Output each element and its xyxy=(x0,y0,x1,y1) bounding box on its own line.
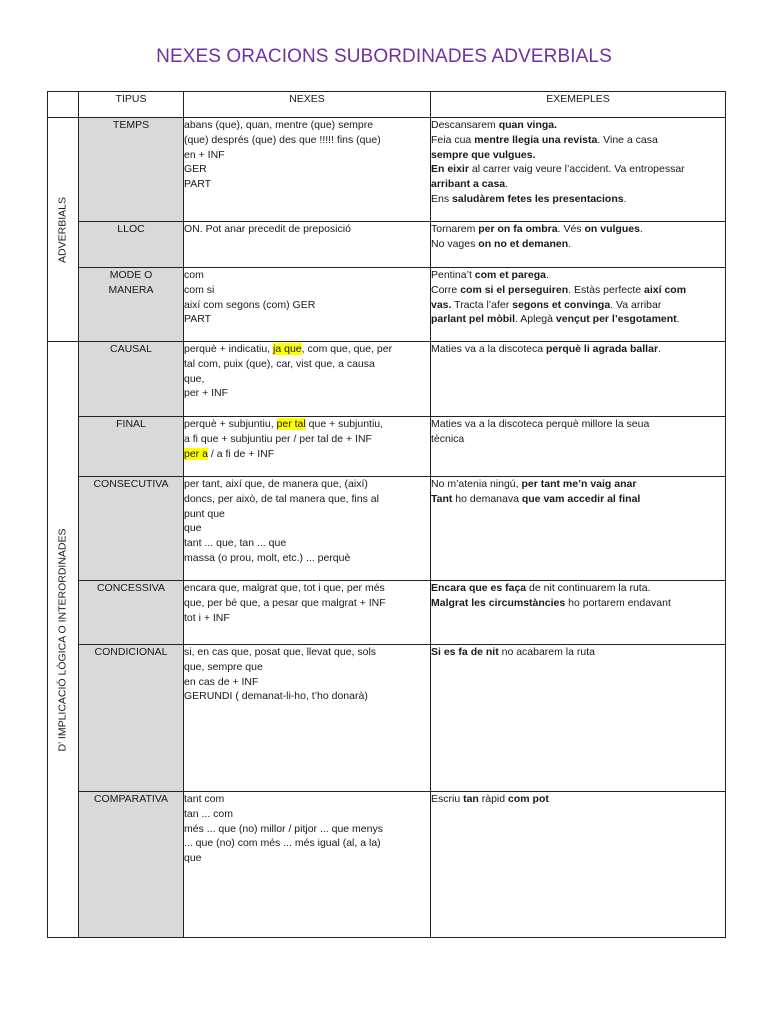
row-mode xyxy=(48,268,726,342)
nexes-temps: abans (que), quan, mentre (que) sempre (que) després (que) des que !!!!! fins (que) en + INF GER PART xyxy=(184,118,431,222)
row-condicional xyxy=(48,645,726,792)
exemples-mode: Pentina’t com et parega. Corre com si el perseguiren. Estàs perfecte així com vas. Tracta l’afer segons et convinga. Va arribar parlant pel mòbil. Aplegà vençut per l’esgotament. xyxy=(431,268,726,342)
header-row xyxy=(48,92,726,118)
tipus-final: FINAL xyxy=(79,417,184,477)
header-nexes: NEXES xyxy=(184,92,431,118)
row-concessiva xyxy=(48,581,726,645)
nexes-comparativa: tant com tan ... com més ... que (no) millor / pitjor ... que menys ... que (no) com més ... més igual (al, a la) que xyxy=(184,792,431,938)
adverbial-clauses-table xyxy=(47,91,726,938)
tipus-lloc: LLOC xyxy=(79,222,184,268)
header-exemples: EXEMEPLES xyxy=(431,92,726,118)
group-adverbials-label: ADVERBIALS xyxy=(56,196,69,263)
tipus-causal: CAUSAL xyxy=(79,342,184,417)
row-consecutiva xyxy=(48,477,726,581)
exemples-temps: Descansarem quan vinga. Feia cua mentre llegia una revista. Vine a casa sempre que vulgues. En eixir al carrer vaig veure l’accident. Va entropessar arribant a casa. Ens saludàrem fetes les presentacions. xyxy=(431,118,726,222)
group-adverbials xyxy=(48,118,79,342)
exemples-consecutiva: No m’atenia ningú, per tant me’n vaig anar Tant ho demanava que vam accedir al final xyxy=(431,477,726,581)
exemples-condicional: Si es fa de nit no acabarem la ruta xyxy=(431,645,726,792)
nexes-lloc: ON. Pot anar precedit de preposició xyxy=(184,222,431,268)
group-implicacio xyxy=(48,342,79,938)
row-temps xyxy=(48,118,726,222)
row-causal xyxy=(48,342,726,417)
tipus-mode: MODE O MANERA xyxy=(79,268,184,342)
nexes-concessiva: encara que, malgrat que, tot i que, per més que, per bé que, a pesar que malgrat + INF tot i + INF xyxy=(184,581,431,645)
header-blank-cell xyxy=(48,92,79,118)
exemples-final: Maties va a la discoteca perquè millore la seua tècnica xyxy=(431,417,726,477)
nexes-condicional: si, en cas que, posat que, llevat que, sols que, sempre que en cas de + INF GERUNDI ( demanat-li-ho, t’ho donarà) xyxy=(184,645,431,792)
header-tipus: TIPUS xyxy=(79,92,184,118)
tipus-consecutiva: CONSECUTIVA xyxy=(79,477,184,581)
tipus-comparativa: COMPARATIVA xyxy=(79,792,184,938)
exemples-comparativa: Escriu tan ràpid com pot xyxy=(431,792,726,938)
exemples-lloc: Tornarem per on fa ombra. Vés on vulgues. No vages on no et demanen. xyxy=(431,222,726,268)
group-implicacio-label: D’ IMPLICACIÓ LÒGICA O INTERORDINADES xyxy=(56,527,69,752)
exemples-concessiva: Encara que es faça de nit continuarem la ruta. Malgrat les circumstàncies ho portarem endavant xyxy=(431,581,726,645)
nexes-consecutiva: per tant, així que, de manera que, (així) doncs, per això, de tal manera que, fins al punt que que tant ... que, tan ... que massa (o prou, molt, etc.) ... perquè xyxy=(184,477,431,581)
row-final xyxy=(48,417,726,477)
row-comparativa xyxy=(48,792,726,938)
nexes-causal: perquè + indicatiu, ja que, com que, que, per tal com, puix (que), car, vist que, a causa que, per + INF xyxy=(184,342,431,417)
row-lloc xyxy=(48,222,726,268)
nexes-mode: com com si així com segons (com) GER PART xyxy=(184,268,431,342)
page-title: NEXES ORACIONS SUBORDINADES ADVERBIALS xyxy=(156,46,612,67)
tipus-concessiva: CONCESSIVA xyxy=(79,581,184,645)
tipus-condicional: CONDICIONAL xyxy=(79,645,184,792)
tipus-temps: TEMPS xyxy=(79,118,184,222)
nexes-final: perquè + subjuntiu, per tal que + subjuntiu, a fi que + subjuntiu per / per tal de + INF per a / a fi de + INF xyxy=(184,417,431,477)
exemples-causal: Maties va a la discoteca perquè li agrada ballar. xyxy=(431,342,726,417)
